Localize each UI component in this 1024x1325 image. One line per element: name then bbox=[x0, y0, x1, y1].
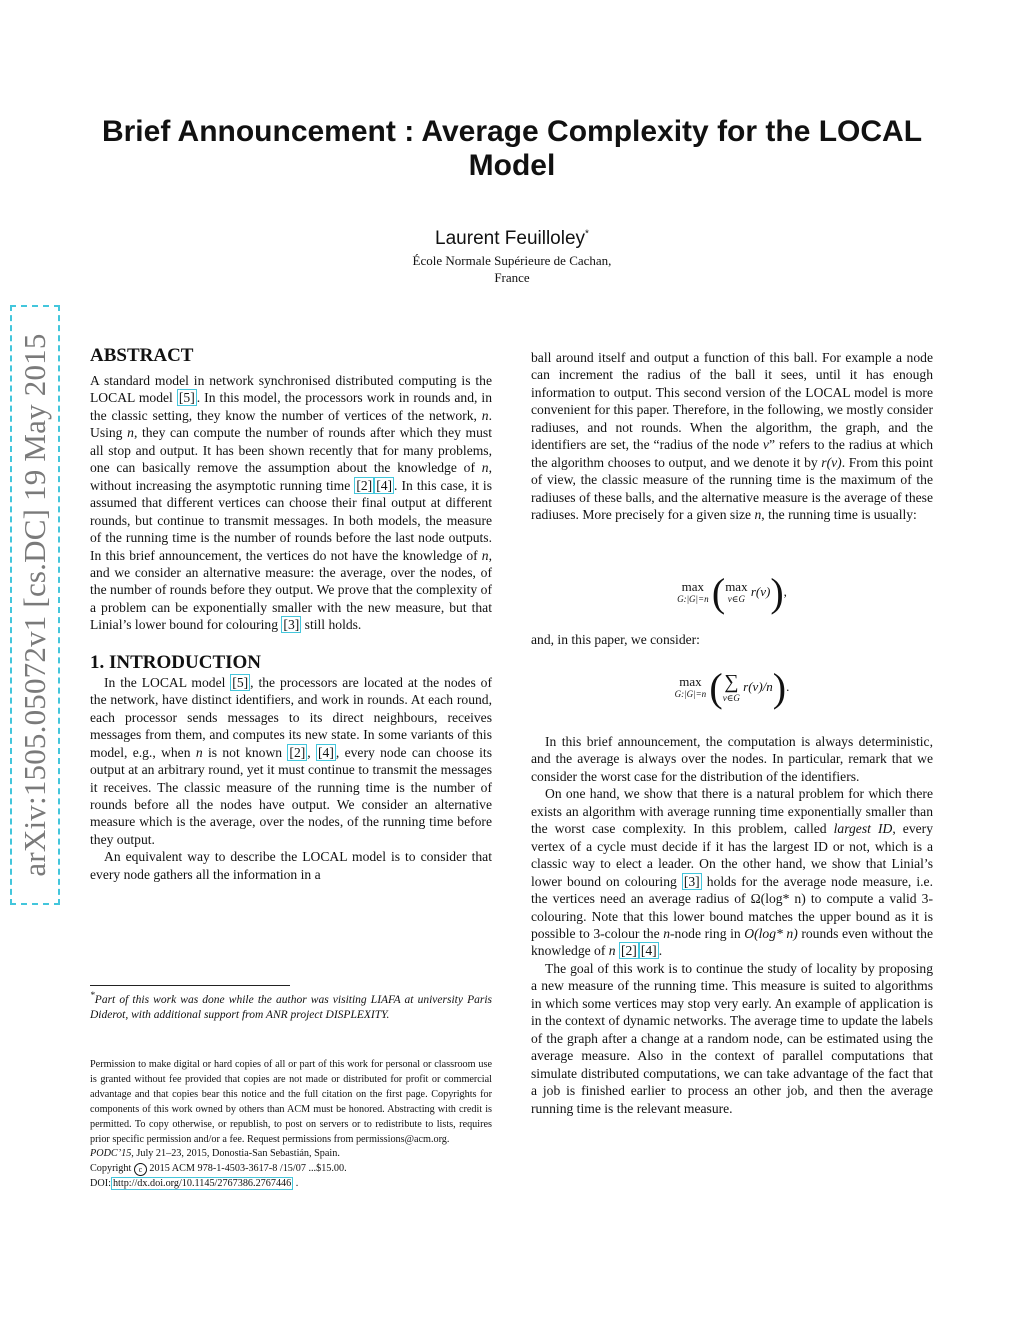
citation-link[interactable]: [2] bbox=[620, 943, 637, 959]
outer-max bbox=[675, 676, 707, 700]
left-paren: ( bbox=[709, 665, 723, 710]
abstract-text-run: . In this model, the processors work in rounds and, in the classic setting, they know the number of vertices of the network, bbox=[90, 390, 493, 423]
outer-max bbox=[677, 581, 709, 605]
eq2-tail: . bbox=[786, 678, 790, 694]
citation-link[interactable]: [5] bbox=[178, 390, 195, 406]
venue-details: July 21–23, 2015, Donostia-San Sebastián, Spain. bbox=[133, 1148, 340, 1160]
right-text-run: -node ring in bbox=[670, 925, 745, 941]
venue-line bbox=[90, 1147, 492, 1162]
math-n: n bbox=[754, 507, 762, 523]
math-n: n bbox=[127, 425, 134, 441]
math-n: n bbox=[608, 943, 616, 959]
doi-line bbox=[90, 1177, 492, 1192]
left-paren: ( bbox=[711, 570, 726, 615]
right-text-run: , the running time is usually: bbox=[761, 507, 917, 523]
sum-sub: v∈G bbox=[722, 693, 740, 703]
abstract-text-run: , without increasing the asymptotic running time bbox=[90, 460, 492, 493]
citation-link[interactable]: [3] bbox=[283, 617, 300, 633]
right-paren: ) bbox=[772, 665, 787, 710]
citation-link[interactable]: [4] bbox=[376, 477, 393, 493]
intro-text-run: In the LOCAL model bbox=[104, 674, 231, 690]
abstract-text-run: . Using bbox=[90, 407, 492, 441]
inner-max-sub: v∈G bbox=[727, 594, 745, 604]
math-o-log: O(log* n) bbox=[744, 925, 798, 941]
intro-text-run: , bbox=[307, 744, 317, 760]
intro-paragraph-2: An equivalent way to describe the LOCAL model is to consider that every node gathers all the information in a bbox=[90, 849, 492, 882]
footnote-mark: * bbox=[90, 990, 95, 1001]
right-paragraph-1 bbox=[531, 349, 933, 524]
affiliation-line-2: France bbox=[494, 270, 530, 285]
citation-link[interactable]: [3] bbox=[683, 873, 700, 889]
intro-text-run: , every node can choose its output at an arbitrary round, yet it must continue to transmit the messages it receives. The classic measure of the running time is the number of rounds before all the nodes have output. We consider an alternative measure which is the average, over the nodes, of the running time before they output. bbox=[90, 744, 492, 847]
right-paragraph-3 bbox=[531, 785, 933, 960]
intro-text-run: is not known bbox=[202, 744, 288, 760]
math-n: n bbox=[195, 744, 203, 760]
right-text-run: ball around itself and output a function of this ball. For example a node can increment the radius of the ball it sees, until it has enough information to output. This second version of the LOCAL model is more convenient for this paper. Therefore, in the following, we mostly consider radiuses, and not rounds. When the algorithm, the graph, and the identifiers are set, the “radius of the node bbox=[531, 350, 933, 453]
inner-max bbox=[725, 581, 747, 605]
copyright-details: 2015 ACM 978-1-4503-3617-8 /15/07 ...$15.00. bbox=[146, 1163, 347, 1175]
right-text-run: to compute a valid 3-colouring. Note that this lower bound matches the upper bound as it is possible to 3-colour the bbox=[531, 891, 933, 941]
math-n: n bbox=[663, 925, 671, 941]
abstract-text-run: . In this case, it is assumed that different vertices can choose their final output at different rounds, but continue to transmit messages. In both models, the measure of the running time is the number of rounds before the last node outputs. In this brief announcement, the vertices do not have the knowledge of bbox=[90, 477, 493, 563]
outer-max-sub: G:|G|=n bbox=[674, 689, 707, 699]
math-n: n bbox=[481, 407, 489, 423]
math-omega-log: Ω(log* n) bbox=[750, 891, 806, 907]
footnote bbox=[90, 988, 492, 1023]
doi-link[interactable]: http://dx.doi.org/10.1145/2767386.2767446 bbox=[112, 1178, 292, 1190]
abstract-text-run: , and we consider an alternative measure: the average, over the nodes, of the number of rounds before they output. We prove that the complexity of a problem can be exponentially smaller with the new measure, but that Linial’s lower bound for colouring bbox=[90, 547, 492, 633]
math-n: n bbox=[481, 460, 489, 476]
copyright-symbol: c bbox=[134, 1163, 147, 1176]
math-v: v bbox=[762, 437, 769, 453]
right-text-run: holds for the average node measure, i.e. the vertices need an average radius of bbox=[531, 873, 933, 907]
math-n: n bbox=[481, 547, 489, 563]
left-column bbox=[90, 345, 492, 883]
equation-max-sum bbox=[531, 665, 933, 710]
outer-max-op: max bbox=[679, 674, 702, 689]
outer-max-op: max bbox=[681, 579, 705, 594]
right-paren: ) bbox=[770, 570, 784, 615]
arxiv-stamp-text: arXiv:1505.05072v1 [cs.DC] 19 May 2015 bbox=[17, 333, 52, 877]
abstract-heading: ABSTRACT bbox=[90, 345, 194, 366]
footnote-rule bbox=[90, 985, 290, 986]
sum bbox=[723, 672, 740, 704]
intro-heading: 1. INTRODUCTION bbox=[90, 651, 262, 673]
citation-link[interactable]: [2] bbox=[289, 744, 306, 760]
copyright-line bbox=[90, 1162, 492, 1177]
right-text-run: , every vertex of a cycle must decide if it has the largest ID or not, which is a classic way to elect a leader. On the other hand, we show that Linial’s lower bound on colouring bbox=[531, 821, 933, 889]
eq1-tail: , bbox=[783, 583, 787, 599]
doi-end: . bbox=[293, 1178, 299, 1190]
permission-notice bbox=[90, 1058, 492, 1192]
right-text-run: On one hand, we show that there is a natural problem for which there exists an algorithm with average running time exponentially smaller than the worst case complexity. In this problem, called bbox=[531, 786, 933, 837]
venue-name: PODC’15, bbox=[90, 1148, 134, 1160]
right-paragraph-4: The goal of this work is to continue the study of locality by proposing a new measure of the running time. This measure is suited to algorithms in which some vertices may stop very early. An example of application is in the context of dynamic networks. The average time to update the labels of the graph after a change at a random node, can be estimated using the average measure. Also in the context of parallel computations that simulate distributed computations, we can take advantage of the fact that a job is finished earlier to process an other job, and then the average running time is the relevant measure. bbox=[531, 960, 933, 1116]
inner-max-op: max bbox=[725, 579, 748, 594]
footnote-text: Part of this work was done while the author was visiting LIAFA at university Paris Diderot, with additional support from ANR project DISPLEXITY. bbox=[90, 993, 492, 1021]
citation-link[interactable]: [4] bbox=[640, 943, 657, 959]
citation-link[interactable]: [2] bbox=[356, 477, 373, 493]
intro-text-run: , the processors are located at the nodes of the network, have distinct identifiers, and work in rounds. At each round, each processor sends messages to its direct neighbours, receives messages from them, and computes its new state. In some variants of this model, e.g., when bbox=[90, 674, 492, 760]
largest-id-term: largest ID bbox=[833, 821, 893, 837]
right-text-run: . From this point of view, the classic measure of the running time is the maximum of the radiuses of these balls, and the alternative measure is the average of these radiuses. More precisely for a given size bbox=[531, 454, 933, 523]
equation-max-max bbox=[531, 570, 933, 615]
author-footnote-mark: * bbox=[585, 228, 589, 240]
math-r-of-v: r(v) bbox=[821, 454, 842, 470]
copyright-label: Copyright bbox=[90, 1163, 134, 1175]
right-column-top bbox=[531, 349, 933, 524]
abstract-text-run: still holds. bbox=[301, 617, 362, 633]
paper-title: Brief Announcement : Average Complexity for the LOCAL Model bbox=[101, 115, 923, 182]
outer-max-sub: G:|G|=n bbox=[677, 594, 709, 604]
abstract-text-run: , they can compute the number of rounds after which they must all stop and output. It has been shown recently that for many problems, one can basically remove the assumption about the knowledge of bbox=[90, 425, 492, 476]
right-paragraph-2: In this brief announcement, the computation is always deterministic, and the average is always over the nodes. In particular, remark that we consider the worst case for the distribution of the identifiers. bbox=[531, 734, 933, 784]
arxiv-stamp bbox=[10, 305, 60, 905]
abstract-text bbox=[90, 372, 492, 634]
permission-text: Permission to make digital or hard copies of all or part of this work for personal or classroom use is granted without fee provided that copies are not made or distributed for profit or commercial advantage and that copies bear this notice and the full citation on the first page. Copyrights for components of this work owned by others than ACM must be honored. Abstracting with credit is permitted. To copy otherwise, or republish, to post on servers or to redistribute to lists, requires prior specific permission and/or a fee. Request permissions from permissions@acm.org. bbox=[90, 1059, 492, 1145]
author-name bbox=[0, 228, 1024, 250]
right-text-run: ” refers to the radius at which the algorithm chooses to output, and we denote it by bbox=[531, 437, 933, 470]
right-text-run: rounds even without the knowledge of bbox=[531, 925, 934, 959]
citation-link[interactable]: [5] bbox=[232, 674, 249, 690]
eq1-body: r(v) bbox=[750, 583, 771, 599]
intro-paragraph-1 bbox=[90, 674, 492, 849]
right-column-bottom bbox=[531, 733, 933, 1117]
right-text-run: . bbox=[658, 943, 663, 959]
and-text: and, in this paper, we consider: bbox=[531, 632, 700, 647]
citation-link[interactable]: [4] bbox=[318, 744, 334, 760]
doi-label: DOI: bbox=[90, 1178, 111, 1190]
abstract-text-run: A standard model in network synchronised distributed computing is the LOCAL model bbox=[90, 373, 492, 406]
author-name-text: Laurent Feuilloley bbox=[435, 228, 586, 249]
affiliation-line-1: École Normale Supérieure de Cachan, bbox=[412, 253, 612, 268]
sum-op: ∑ bbox=[724, 671, 739, 693]
eq2-body: r(v)/n bbox=[743, 678, 773, 694]
